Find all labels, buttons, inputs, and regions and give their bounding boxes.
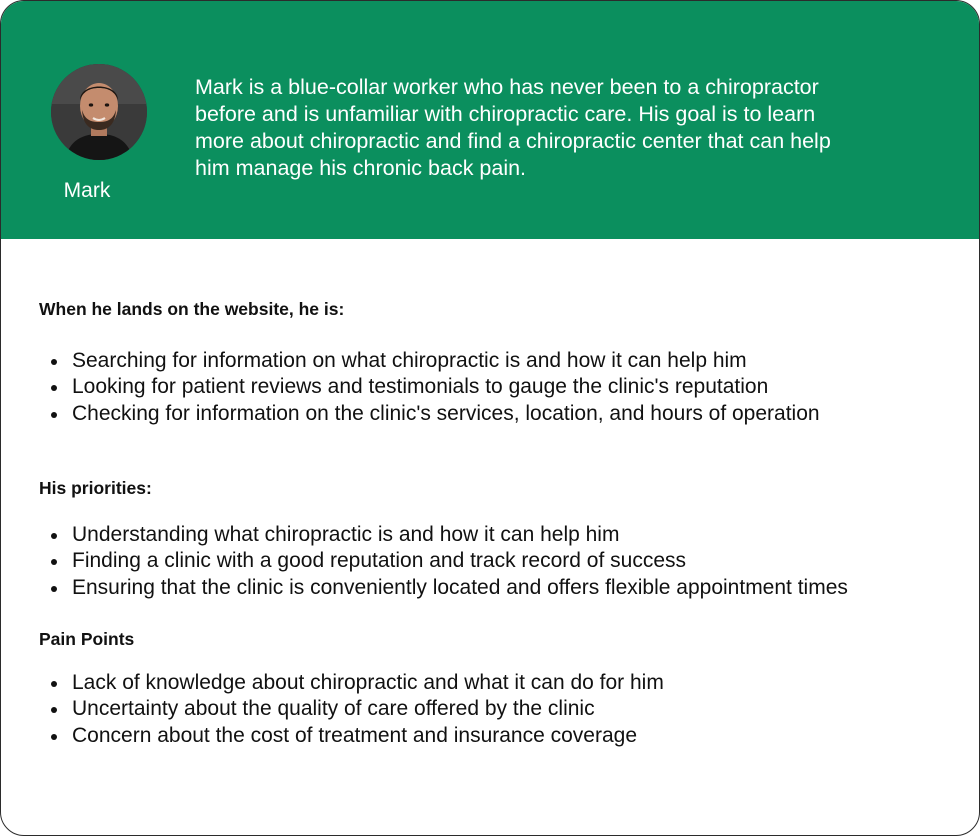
bullet-icon <box>51 412 57 418</box>
list-item <box>39 348 820 374</box>
bullet-icon <box>51 359 57 365</box>
pain-points-list <box>39 670 664 749</box>
website-behavior-heading: When he lands on the website, he is: <box>39 299 345 319</box>
list-item-text: Concern about the cost of treatment and insurance coverage <box>72 723 638 747</box>
bullet-icon <box>51 385 57 391</box>
list-item <box>39 548 848 574</box>
list-item-text: Uncertainty about the quality of care offered by the clinic <box>72 697 595 721</box>
bullet-icon <box>51 707 57 713</box>
list-item <box>39 696 664 722</box>
persona-header <box>1 1 979 239</box>
list-item <box>39 374 820 400</box>
list-item-text: Looking for patient reviews and testimonials to gauge the clinic's reputation <box>72 375 769 399</box>
bullet-icon <box>51 533 57 539</box>
bullet-icon <box>51 586 57 592</box>
avatar-photo <box>51 64 147 160</box>
priorities-heading: His priorities: <box>39 478 152 498</box>
list-item-text: Searching for information on what chiropractic is and how it can help him <box>72 349 747 372</box>
avatar <box>51 64 147 160</box>
list-item-text: Ensuring that the clinic is conveniently located and offers flexible appointment times <box>72 575 848 599</box>
bullet-icon <box>51 734 57 740</box>
list-item-text: Understanding what chiropractic is and how it can help him <box>72 523 620 546</box>
list-item <box>39 522 848 548</box>
list-item <box>39 670 664 696</box>
list-item <box>39 401 820 427</box>
pain-points-heading: Pain Points <box>39 629 135 649</box>
priorities-list <box>39 522 848 601</box>
list-item-text: Finding a clinic with a good reputation and track record of success <box>72 549 686 573</box>
bullet-icon <box>51 559 57 565</box>
list-item-text: Lack of knowledge about chiropractic and what it can do for him <box>72 671 664 694</box>
list-item <box>39 723 664 749</box>
persona-name: Mark <box>63 179 111 202</box>
bullet-icon <box>51 681 57 687</box>
website-behavior-list <box>39 348 820 427</box>
list-item <box>39 575 848 601</box>
list-item-text: Checking for information on the clinic's services, location, and hours of operation <box>72 401 820 425</box>
persona-bio: Mark is a blue-collar worker who has never been to a chiropractor before and is unfamiliar with chiropractic care. His goal is to learn more about chiropractic and find a chiropractic center that can help him manage his chronic back pain. <box>195 75 831 180</box>
